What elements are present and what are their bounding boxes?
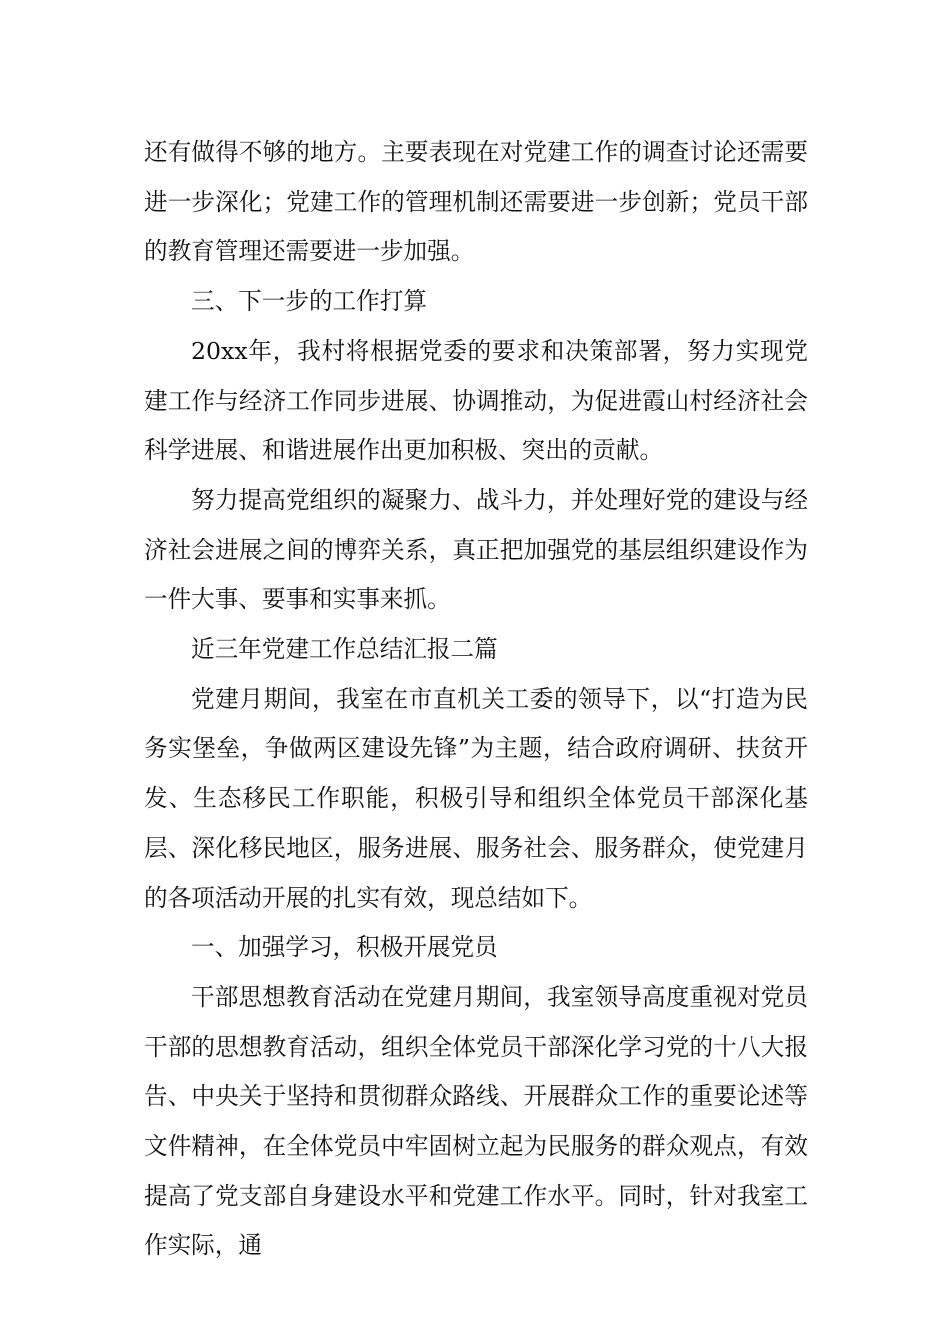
document-body <box>144 128 808 1271</box>
section-heading-study: 一、加强学习，积极开展党员 <box>191 933 498 962</box>
paragraph-party-month: 党建月期间，我室在市直机关工委的领导下，以“打造为民务实堡垒，争做两区建设先锋”为主题，结合政府调研、扶贫开发、生态移民工作职能，积极引导和组织全体党员干部深化基层、深化移民地区，服务进展、服务社会、服务群众，使党建月的各项活动开展的扎实有效，现总结如下。 <box>144 684 808 912</box>
paragraph-plan: 20xx年，我村将根据党委的要求和决策部署，努力实现党建工作与经济工作同步进展、协调推动，为促进霞山村经济社会科学进展、和谐进展作出更加积极、突出的贡献。 <box>144 336 808 465</box>
paragraph-continuation: 还有做得不够的地方。主要表现在对党建工作的调查讨论还需要进一步深化；党建工作的管理机制还需要进一步创新；党员干部的教育管理还需要进一步加强。 <box>144 138 808 266</box>
article-title-second: 近三年党建工作总结汇报二篇 <box>191 635 498 664</box>
paragraph-education: 干部思想教育活动在党建月期间，我室领导高度重视对党员干部的思想教育活动，组织全体党员干部深化学习党的十八大报告、中央关于坚持和贯彻群众路线、开展群众工作的重要论述等文件精神，在全体党员中牢固树立起为民服务的群众观点，有效提高了党支部自身建设水平和党建工作水平。同时，针对我室工作实际，通 <box>144 982 808 1260</box>
section-heading-next-steps: 三、下一步的工作打算 <box>191 287 427 316</box>
paragraph-cohesion: 努力提高党组织的凝聚力、战斗力，并处理好党的建设与经济社会进展之间的博弈关系，真正把加强党的基层组织建设作为一件大事、要事和实事来抓。 <box>144 485 808 614</box>
